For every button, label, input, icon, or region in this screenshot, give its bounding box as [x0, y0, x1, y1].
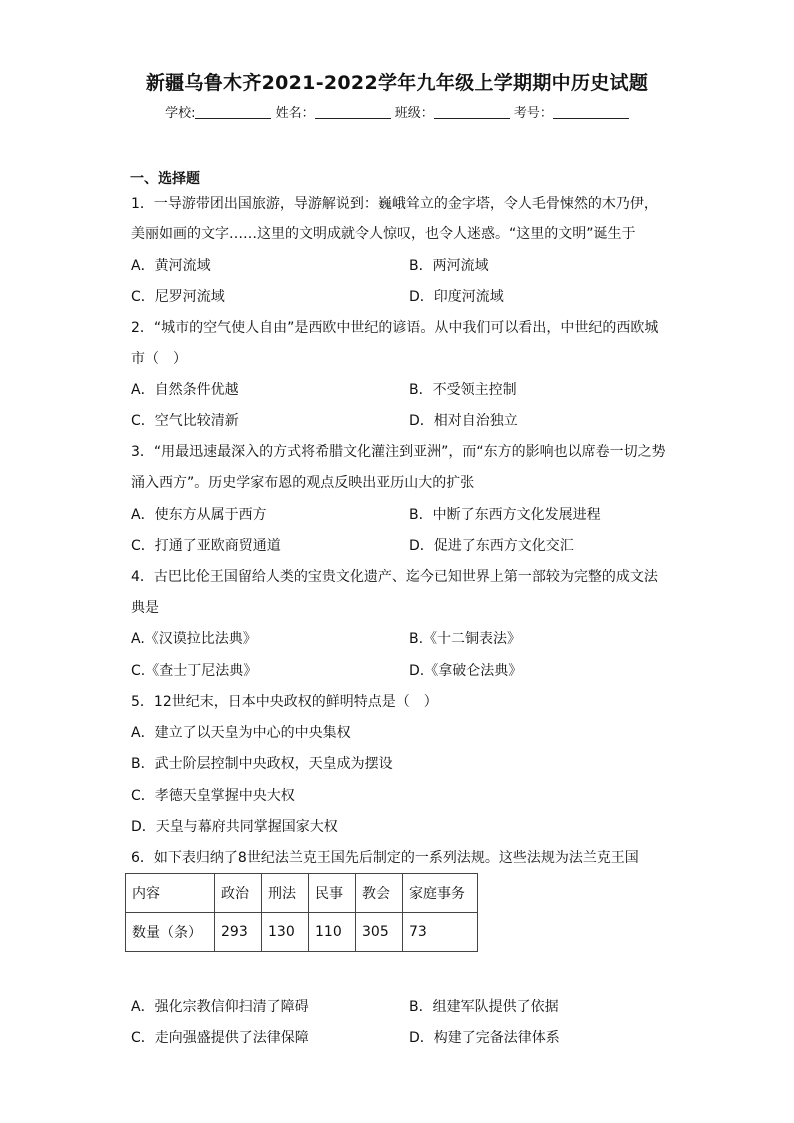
question-1-stem-line-1: 1．一导游带团出国旅游，导游解说到：巍峨耸立的金字塔，令人毛骨悚然的木乃伊，: [131, 196, 658, 212]
table-cell: 305: [356, 913, 403, 952]
table-header-row: [126, 874, 478, 913]
question-4-option-c[interactable]: C.《查士丁尼法典》: [131, 663, 258, 679]
table-cell: 130: [262, 913, 309, 952]
name-blank[interactable]: [315, 104, 391, 119]
question-2-option-d[interactable]: D．相对自治独立: [409, 413, 518, 429]
exam-number-label: 考号：: [513, 106, 553, 121]
table-cell: 73: [403, 913, 478, 952]
question-1-option-d[interactable]: D．印度河流域: [409, 289, 504, 305]
question-2-stem-line-2: 市（ ）: [131, 351, 187, 367]
question-6-option-c[interactable]: C．走向强盛提供了法律保障: [131, 1030, 309, 1046]
exam-number-blank[interactable]: [553, 104, 629, 119]
class-blank[interactable]: [434, 104, 510, 119]
question-3-option-a[interactable]: A．使东方从属于西方: [131, 507, 267, 523]
question-3-option-c[interactable]: C．打通了亚欧商贸通道: [131, 538, 281, 554]
table-cell: 110: [309, 913, 356, 952]
table-header-cell: 刑法: [262, 874, 309, 913]
question-6-stem-line-1: 6．如下表归纳了8世纪法兰克王国先后制定的一系列法规。这些法规为法兰克王国: [131, 850, 639, 866]
question-1-option-b[interactable]: B．两河流域: [409, 258, 489, 274]
question-1-stem-line-2: 美丽如画的文字……这里的文明成就令人惊叹，也令人迷惑。“这里的文明”诞生于: [131, 226, 636, 242]
school-blank[interactable]: [195, 104, 271, 119]
section-title: 一、选择题: [130, 171, 200, 187]
table-header-cell: 内容: [126, 874, 215, 913]
table-cell: 293: [215, 913, 262, 952]
question-6-option-d[interactable]: D．构建了完备法律体系: [409, 1030, 560, 1046]
table-header-cell: 教会: [356, 874, 403, 913]
student-info-row: [0, 102, 794, 121]
class-label: 班级：: [394, 106, 434, 121]
question-5-option-c[interactable]: C．孝德天皇掌握中央大权: [131, 788, 295, 804]
question-5-option-d[interactable]: D．天皇与幕府共同掌握国家大权: [131, 819, 338, 835]
question-2-option-a[interactable]: A．自然条件优越: [131, 382, 239, 398]
table-row: [126, 913, 478, 952]
question-6-option-a[interactable]: A．强化宗教信仰扫清了障碍: [131, 999, 309, 1015]
question-6-option-b[interactable]: B．组建军队提供了依据: [409, 999, 559, 1015]
question-5-option-b[interactable]: B．武士阶层控制中央政权，天皇成为摆设: [131, 756, 393, 772]
table-cell: 数量（条）: [126, 913, 215, 952]
table-header-cell: 政治: [215, 874, 262, 913]
question-4-option-a[interactable]: A.《汉谟拉比法典》: [131, 631, 257, 647]
question-2-option-c[interactable]: C．空气比较清新: [131, 413, 239, 429]
question-4-option-d[interactable]: D.《拿破仑法典》: [409, 663, 523, 679]
question-4-option-b[interactable]: B.《十二铜表法》: [409, 631, 522, 647]
question-3-option-b[interactable]: B．中断了东西方文化发展进程: [409, 507, 601, 523]
question-3-option-d[interactable]: D．促进了东西方文化交汇: [409, 538, 574, 554]
question-3-stem-line-2: 涌入西方”。历史学家布恩的观点反映出亚历山大的扩张: [131, 475, 475, 491]
question-5-option-a[interactable]: A．建立了以天皇为中心的中央集权: [131, 725, 351, 741]
table-header-cell: 民事: [309, 874, 356, 913]
question-1-option-c[interactable]: C．尼罗河流域: [131, 289, 225, 305]
question-4-stem-line-1: 4．古巴比伦王国留给人类的宝贵文化遗产、迄今已知世界上第一部较为完整的成文法: [131, 569, 658, 585]
school-label: 学校:: [165, 106, 196, 121]
regulation-table: [125, 873, 478, 952]
table-header-cell: 家庭事务: [403, 874, 478, 913]
exam-title: 新疆乌鲁木齐2021-2022学年九年级上学期期中历史试题: [145, 72, 649, 94]
question-5-stem-line-1: 5．12世纪末，日本中央政权的鲜明特点是（ ）: [131, 694, 438, 710]
question-4-stem-line-2: 典是: [131, 600, 159, 616]
question-2-option-b[interactable]: B．不受领主控制: [409, 382, 517, 398]
name-label: 姓名：: [275, 106, 315, 121]
question-3-stem-line-1: 3．“用最迅速最深入的方式将希腊文化灌注到亚洲”，而“东方的影响也以席卷一切之势: [131, 444, 666, 460]
question-1-option-a[interactable]: A．黄河流域: [131, 258, 211, 274]
question-2-stem-line-1: 2．“城市的空气使人自由”是西欧中世纪的谚语。从中我们可以看出，中世纪的西欧城: [131, 320, 659, 336]
